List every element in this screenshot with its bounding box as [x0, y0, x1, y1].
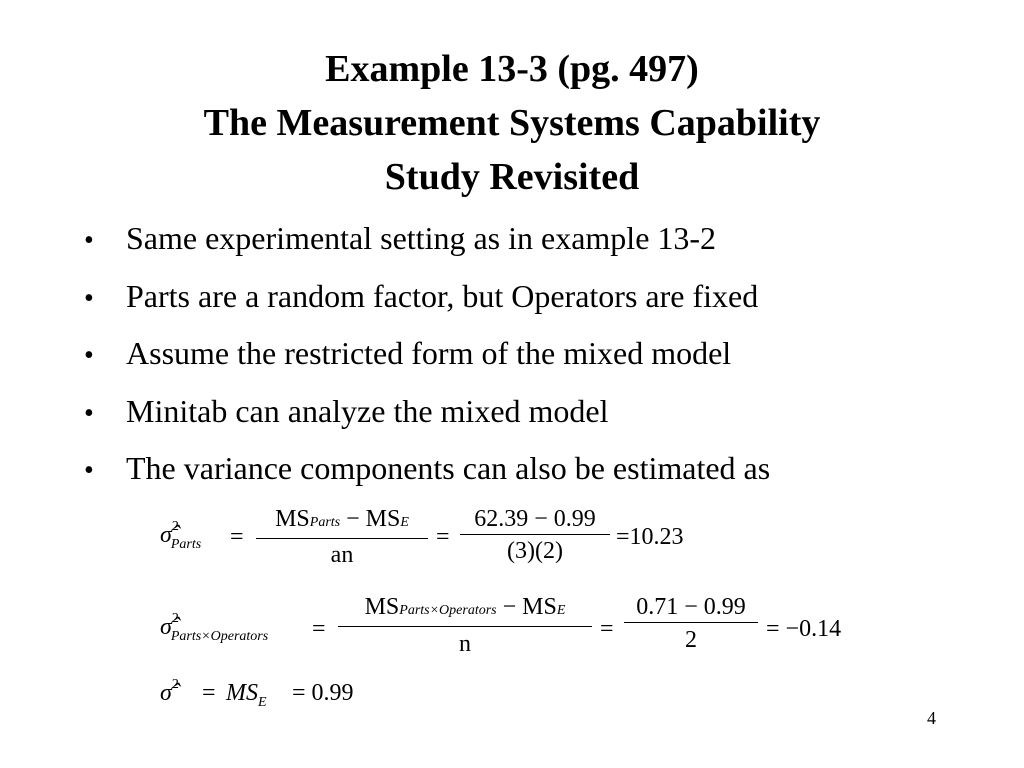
bullet-item	[84, 440, 770, 498]
eq1-lhs: σ̂$^2_{Parts}$	[160, 519, 202, 552]
bullet-marker: •	[84, 225, 94, 256]
eq3-equals: =	[202, 680, 216, 706]
bullet-item	[84, 210, 770, 268]
eq2-equals: =	[312, 616, 326, 642]
bullet-list	[84, 210, 770, 498]
eq2-lhs: σ̂$^2_{Parts\times Operators}$	[160, 611, 269, 644]
eq2-result: = −0.14	[766, 616, 842, 642]
bullet-text: Same experimental setting as in example 13-2	[126, 220, 717, 256]
title-line-2: The Measurement Systems Capability	[203, 102, 821, 144]
eq1-result: =10.23	[616, 524, 684, 550]
eq3-lhs: σ̂$^2$	[160, 677, 179, 706]
eq1-equals: =	[230, 524, 244, 550]
eq2-equals-2: =	[600, 616, 614, 642]
bullet-text: Minitab can analyze the mixed model	[126, 392, 609, 429]
bullet-marker: •	[84, 340, 94, 371]
eq1-fraction-values: 62.39 − 0.99 (3)(2)	[460, 504, 610, 567]
bullet-item	[84, 325, 770, 383]
eq1-fraction-formula: MSParts − MSE an	[256, 504, 428, 571]
bullet-item	[84, 268, 770, 326]
eq1-equals-2: =	[436, 524, 450, 550]
eq3-ms-error: $MS_E$	[226, 680, 267, 710]
eq2-fraction-formula: MSParts×Operators − MSE n	[338, 592, 592, 661]
eq2-fraction-values: 0.71 − 0.99 2	[624, 592, 758, 657]
page-number: 4	[927, 708, 936, 728]
title-line-3: Study Revisited	[384, 156, 640, 198]
slide-title	[0, 42, 1024, 204]
title-line-1: Example 13-3 (pg. 497)	[325, 48, 699, 90]
bullet-marker: •	[84, 455, 94, 486]
bullet-marker: •	[84, 282, 94, 314]
bullet-text: The variance components can also be estimated as	[126, 450, 771, 486]
bullet-text: Assume the restricted form of the mixed model	[126, 335, 732, 371]
bullet-text: Parts are a random factor, but Operators are fixed	[126, 277, 759, 314]
bullet-item	[84, 383, 770, 441]
eq3-result: = 0.99	[292, 680, 354, 706]
bullet-marker: •	[84, 397, 94, 429]
